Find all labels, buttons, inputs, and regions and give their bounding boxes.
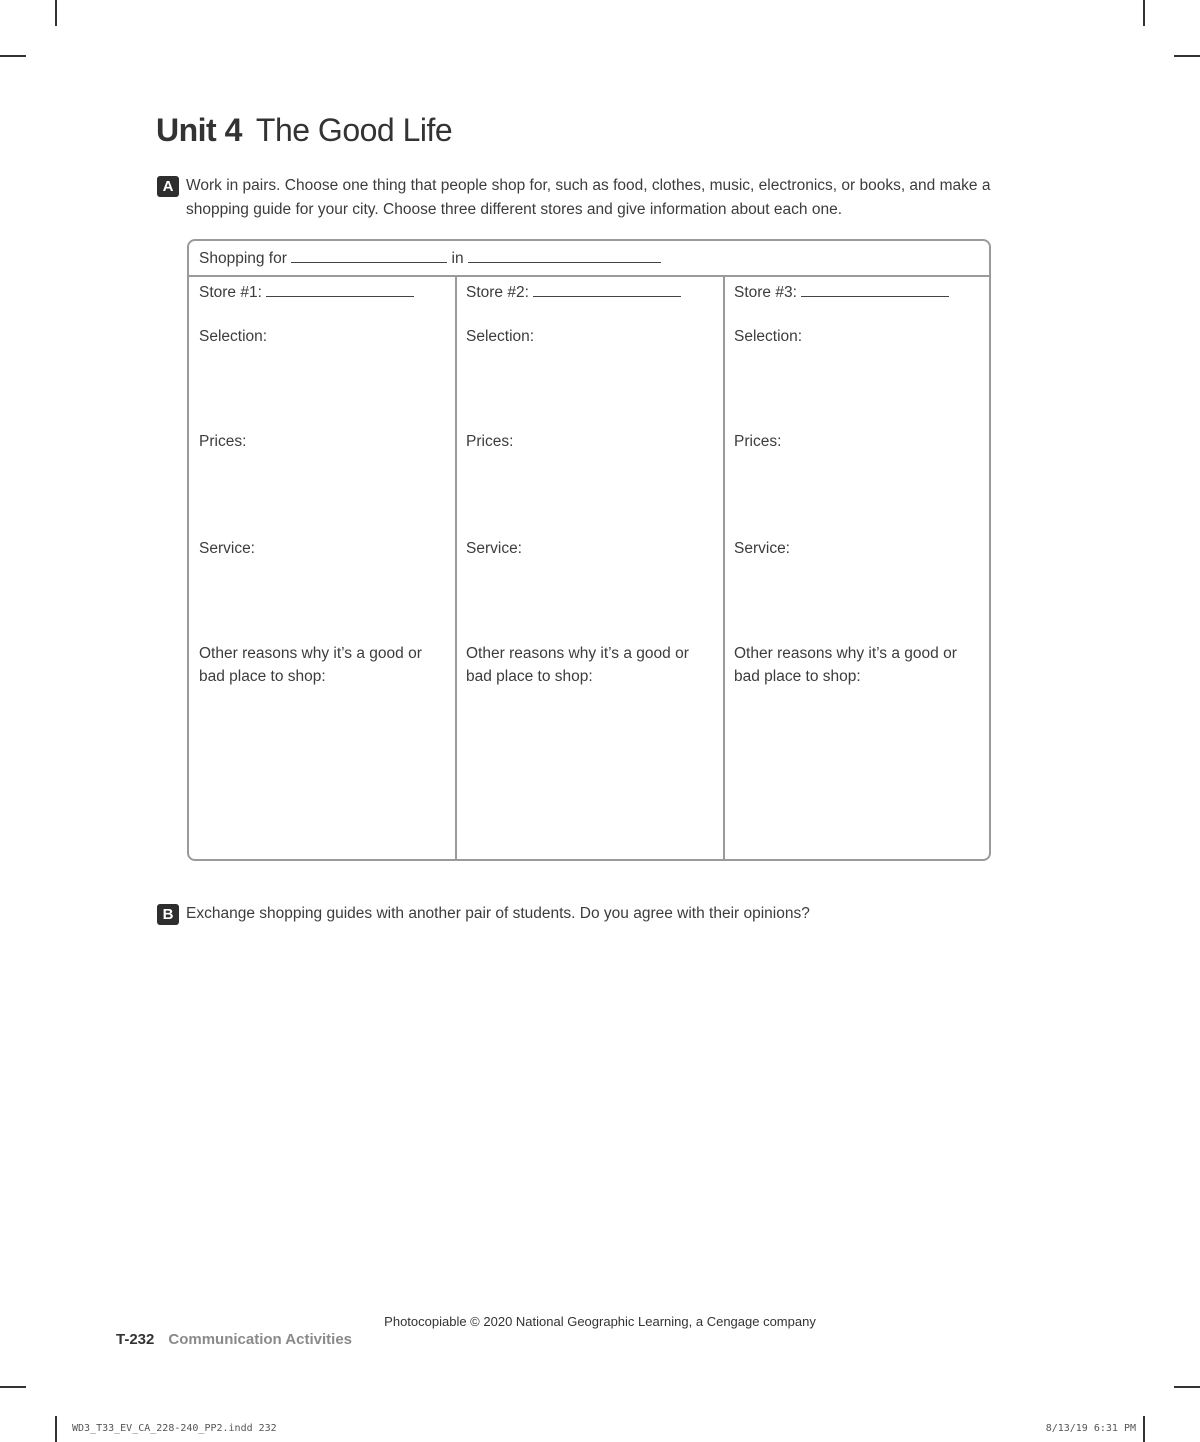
- activity-a-line: shopping guide for your city. Choose three different stores and give information about each one.: [186, 201, 843, 218]
- crop-mark: [1143, 0, 1145, 26]
- column-divider: [455, 275, 457, 859]
- shopping-for-label: Shopping for: [199, 250, 287, 267]
- unit-label: Unit 4: [156, 112, 242, 148]
- activity-a-instructions: [186, 174, 990, 222]
- service-label: Service:: [466, 540, 522, 557]
- store-2-field: [466, 280, 681, 304]
- crop-mark: [55, 0, 57, 26]
- selection-label: Selection:: [466, 328, 535, 345]
- store-name-blank[interactable]: [533, 280, 681, 297]
- selection-label: Selection:: [199, 328, 268, 345]
- section-name: Communication Activities: [168, 1331, 352, 1348]
- store-label: Store #2:: [466, 284, 529, 301]
- page-title: [156, 112, 452, 149]
- selection-label: Selection:: [734, 328, 803, 345]
- store-name-blank[interactable]: [266, 280, 414, 297]
- in-label: in: [451, 250, 464, 267]
- crop-mark: [0, 55, 26, 57]
- page-footer: [116, 1331, 352, 1348]
- column-divider: [723, 275, 725, 859]
- store-label: Store #3:: [734, 284, 797, 301]
- other-reasons-label: Other reasons why it’s a good or bad place to shop:: [466, 645, 689, 685]
- store-label: Store #1:: [199, 284, 262, 301]
- shopping-guide-table: [187, 239, 991, 861]
- copyright-notice: Photocopiable © 2020 National Geographic Learning, a Cengage company: [384, 1314, 816, 1329]
- service-label: Service:: [734, 540, 790, 557]
- prices-label: Prices:: [199, 433, 247, 450]
- activity-a-badge: A: [157, 176, 179, 197]
- slug-timestamp: 8/13/19 6:31 PM: [1045, 1423, 1136, 1434]
- city-blank[interactable]: [468, 246, 661, 263]
- crop-mark: [1143, 1416, 1145, 1442]
- other-reasons-label: Other reasons why it’s a good or bad place to shop:: [199, 645, 422, 685]
- table-header-row: [189, 241, 989, 277]
- prices-label: Prices:: [734, 433, 782, 450]
- crop-mark: [0, 1386, 26, 1388]
- store-1-field: [199, 280, 414, 304]
- service-label: Service:: [199, 540, 255, 557]
- activity-a-line: Work in pairs. Choose one thing that people shop for, such as food, clothes, music, electronics, or books, and make a: [186, 177, 991, 194]
- activity-b-instructions: Exchange shopping guides with another pair of students. Do you agree with their opinions?: [186, 905, 810, 922]
- crop-mark: [55, 1416, 57, 1442]
- shopping-for-blank[interactable]: [291, 246, 447, 263]
- prices-label: Prices:: [466, 433, 514, 450]
- slug-file-info: WD3_T33_EV_CA_228-240_PP2.indd 232: [72, 1423, 277, 1434]
- store-3-field: [734, 280, 949, 304]
- shopping-for-field: [199, 246, 661, 270]
- crop-mark: [1174, 1386, 1200, 1388]
- page-number: T-232: [116, 1331, 155, 1348]
- activity-b-badge: B: [157, 904, 179, 925]
- store-name-blank[interactable]: [801, 280, 949, 297]
- unit-title: The Good Life: [255, 112, 453, 148]
- other-reasons-label: Other reasons why it’s a good or bad place to shop:: [734, 645, 957, 685]
- crop-mark: [1174, 55, 1200, 57]
